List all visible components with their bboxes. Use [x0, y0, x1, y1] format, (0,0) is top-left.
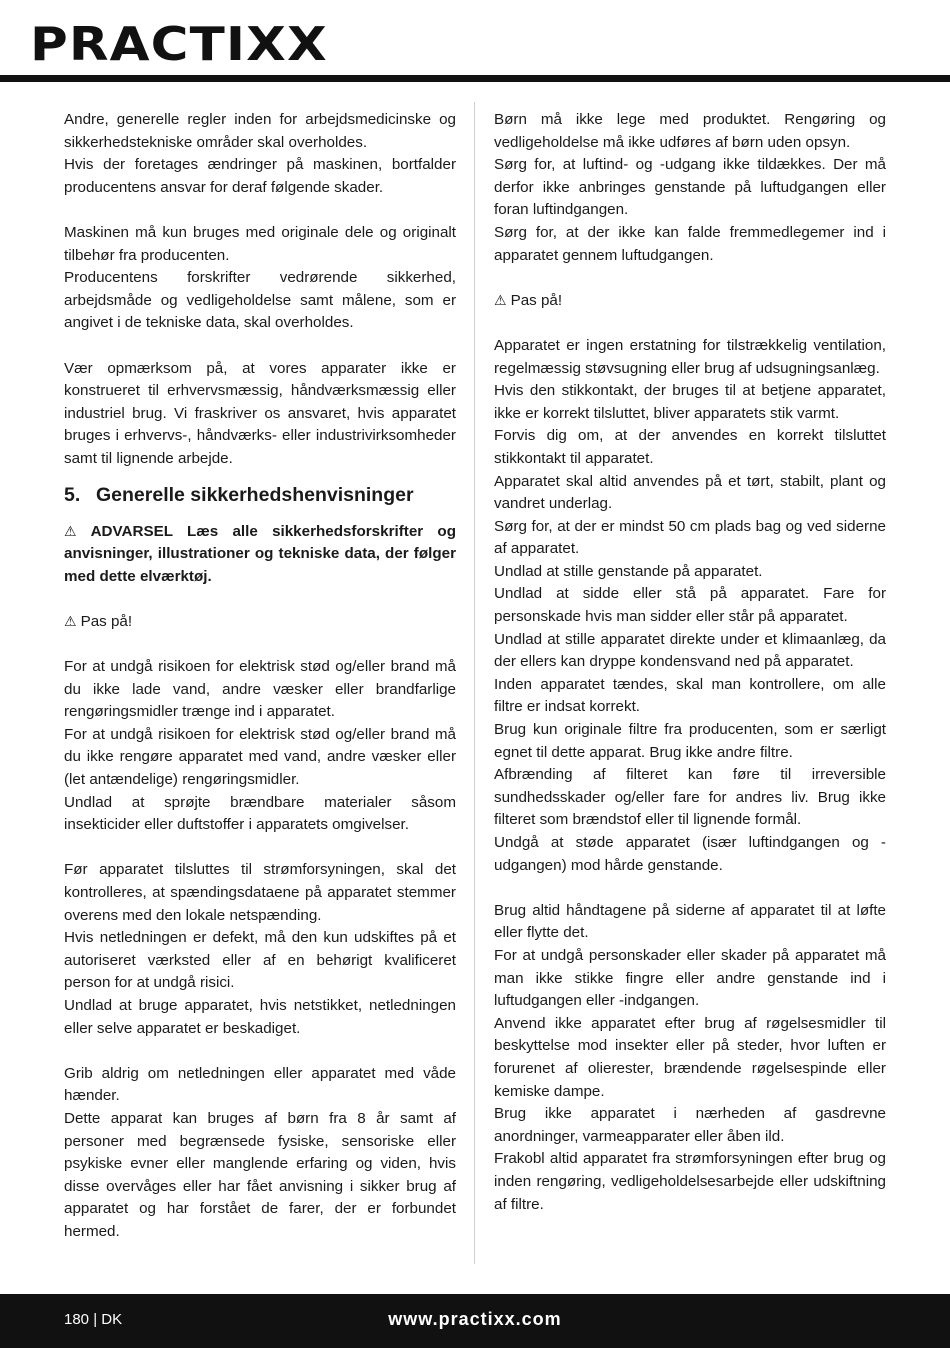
- page-footer: [0, 1294, 950, 1348]
- paragraph: Vær opmærksom på, at vores apparater ikke er konstrueret til erhvervsmæssig, håndværksmæssig eller industriel brug. Vi fraskriver os ansvaret, hvis apparatet bruges i erhvervs-, håndværks- eller industrivirksomheder samt til lignende arbejde.: [64, 359, 456, 467]
- section-heading: [64, 481, 456, 509]
- brand-logo: PRACTIXX: [30, 17, 328, 71]
- paragraph: Apparatet er ingen erstatning for tilstrækkelig ventilation, regelmæssig støvsugning eller brug af udsugningsanlæg.: [494, 336, 886, 377]
- paragraph: For at undgå risikoen for elektrisk stød og/eller brand må du ikke lade vand, andre væsker eller brandfarlige rengøringsmidler trænge ind i apparatet.: [64, 658, 456, 721]
- paragraph: Hvis netledningen er defekt, må den kun udskiftes på et autoriseret værksted eller af en behørigt kvalificeret person for at undgå risici.: [64, 929, 456, 992]
- section-number: 5.: [64, 483, 81, 506]
- paragraph: Hvis den stikkontakt, der bruges til at betjene apparatet, ikke er korrekt tilsluttet, bliver apparatets stik varmt.: [494, 382, 886, 422]
- paragraph: For at undgå risikoen for elektrisk stød og/eller brand må du ikke rengøre apparatet med vand, andre væsker eller (let antændelige) rengøringsmidler.: [64, 725, 456, 789]
- paragraph: Dette apparat kan bruges af børn fra 8 år samt af personer med begrænsede fysiske, sensoriske eller psykiske evner eller manglende erfaring og viden, hvis disse overvåges eller har fået anvisning i sikker brug af apparatet og har forstået de farer, der er forbundet hermed.: [64, 1109, 456, 1240]
- right-column: [494, 109, 886, 1216]
- paragraph: Forvis dig om, at der anvendes en korrekt tilsluttet stikkontakt til apparatet.: [494, 427, 886, 467]
- paragraph: Frakobl altid apparatet fra strømforsyningen efter brug og inden rengøring, vedligeholdelsesarbejde eller udskiftning af filtre.: [494, 1150, 886, 1213]
- paragraph: Brug kun originale filtre fra producenten, som er særligt egnet til dette apparat. Brug ikke andre filtre.: [494, 721, 886, 761]
- left-column: [64, 109, 456, 1244]
- page-number: 180 | DK: [64, 1311, 123, 1328]
- paragraph: Undlad at sprøjte brændbare materialer såsom insekticider eller duftstoffer i apparatets omgivelser.: [64, 793, 456, 834]
- paragraph: Sørg for, at der er mindst 50 cm plads bag og ved siderne af apparatet.: [494, 517, 886, 558]
- page-header: [0, 0, 950, 82]
- paragraph: Børn må ikke lege med produktet. Rengøring og vedligeholdelse må ikke udføres af børn uden opsyn.: [494, 111, 886, 151]
- warning-notice: ⚠ ADVARSEL Læs alle sikkerhedsforskrifter og anvisninger, illustrationer og tekniske data, der følger med dette elværktøj.: [64, 522, 456, 585]
- paragraph: Brug altid håndtagene på siderne af apparatet til at løfte eller flytte det.: [494, 901, 886, 942]
- paragraph: Inden apparatet tændes, skal man kontrollere, om alle filtre er indsat korrekt.: [494, 675, 886, 716]
- warning-triangle-icon: ⚠: [64, 613, 77, 630]
- paragraph: Undlad at bruge apparatet, hvis netstikket, netledningen eller selve apparatet er beskadiget.: [64, 996, 456, 1037]
- paragraph: Apparatet skal altid anvendes på et tørt, stabilt, plant og vandret underlag.: [494, 472, 886, 513]
- paragraph: Anvend ikke apparatet efter brug af røgelsesmidler til beskyttelse mod insekter eller på steder, hvor luften er forurenet af olierester, brændende røgelsespinde eller kemiske dampe.: [494, 1014, 886, 1100]
- warning-triangle-icon: ⚠: [64, 523, 87, 540]
- paragraph: Undlad at stille genstande på apparatet.: [494, 562, 763, 580]
- paragraph: Hvis der foretages ændringer på maskinen, bortfalder producentens ansvar for deraf følgende skader.: [64, 156, 456, 196]
- paragraph: Undlad at stille apparatet direkte under et klimaanlæg, da der ellers kan dryppe kondensvand ned på apparatet.: [494, 630, 886, 671]
- website-link[interactable]: www.practixx.com: [388, 1309, 562, 1329]
- paragraph: Sørg for, at luftind- og -udgang ikke tildækkes. Der må derfor ikke anbringes genstande på luftudgangen eller foran luftindgangen.: [494, 156, 886, 219]
- paragraph: Andre, generelle regler inden for arbejdsmedicinske og sikkerhedstekniske områder skal overholdes.: [64, 111, 456, 151]
- header-rule: [0, 75, 950, 82]
- paragraph: Producentens forskrifter vedrørende sikkerhed, arbejdsmåde og vedligeholdelse samt målene, som er angivet i de tekniske data, skal overholdes.: [64, 269, 456, 332]
- paragraph: Grib aldrig om netledningen eller apparatet med våde hænder.: [64, 1064, 456, 1105]
- warning-triangle-icon: ⚠: [494, 292, 507, 309]
- paragraph: Undlad at sidde eller stå på apparatet. Fare for personskade hvis man sidder eller står på apparatet.: [494, 585, 886, 626]
- caution-label: ⚠ Pas på!: [494, 291, 563, 309]
- column-divider: [474, 102, 475, 1264]
- paragraph: Afbrænding af filteret kan føre til irreversible sundhedsskader og/eller fare for andres liv. Brug ikke filteret som brændstof eller til lignende formål.: [494, 766, 886, 829]
- caution-label: ⚠ Pas på!: [64, 612, 133, 630]
- paragraph: Maskinen må kun bruges med originale dele og originalt tilbehør fra producenten.: [64, 223, 456, 264]
- section-title: Generelle sikkerhedshenvisninger: [96, 483, 414, 506]
- paragraph: Brug ikke apparatet i nærheden af gasdrevne anordninger, varmeapparater eller åben ild.: [494, 1105, 886, 1145]
- paragraph: Før apparatet tilsluttes til strømforsyningen, skal det kontrolleres, at spændingsdataene på apparatet stemmer overens med den lokale netspænding.: [64, 861, 456, 924]
- paragraph: Undgå at støde apparatet (især luftindgangen og -udgangen) mod hårde genstande.: [494, 834, 886, 874]
- paragraph: Sørg for, at der ikke kan falde fremmedlegemer ind i apparatet gennem luftudgangen.: [494, 223, 886, 264]
- paragraph: For at undgå personskader eller skader på apparatet må man ikke stikke fingre eller andre genstande ind i luftudgangen eller -indgangen.: [494, 946, 886, 1010]
